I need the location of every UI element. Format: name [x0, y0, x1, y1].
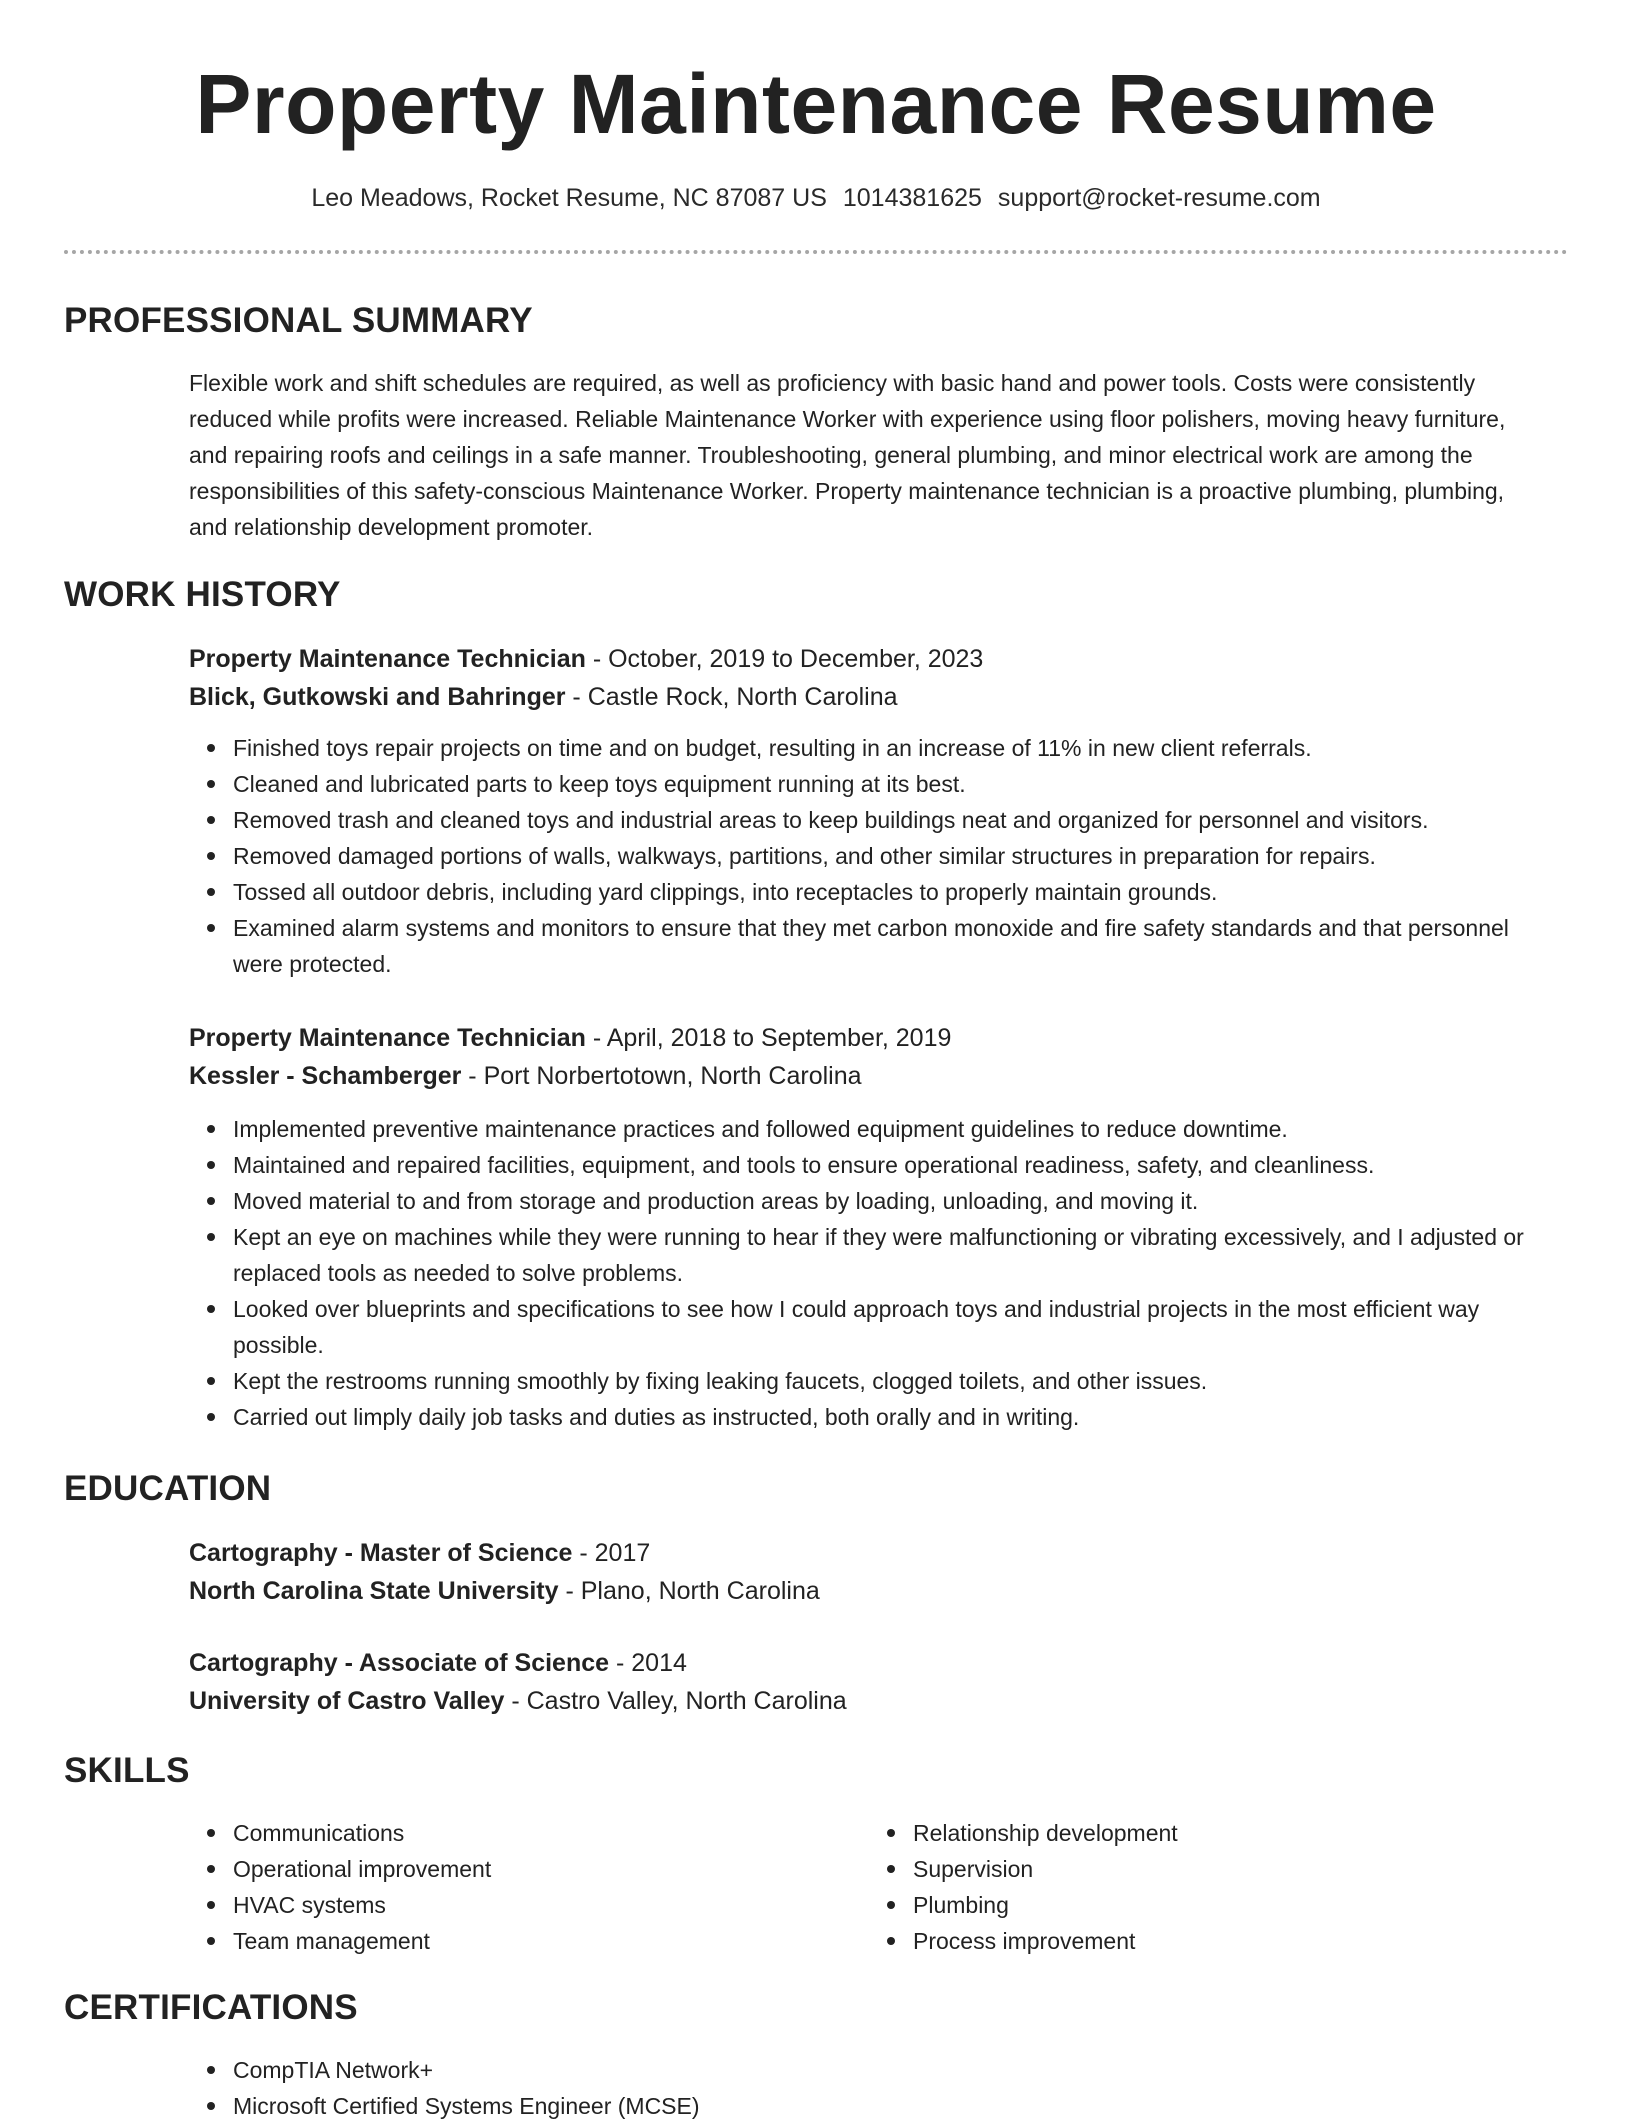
degree-name: Cartography - Associate of Science	[189, 1649, 610, 1677]
skill-item: Supervision	[913, 1851, 1549, 1887]
job-company: Kessler - Schamberger	[189, 1062, 462, 1090]
job-entry	[189, 640, 1549, 982]
certifications-list	[189, 2052, 1549, 2124]
job-location: - Port Norbertotown, North Carolina	[461, 1062, 862, 1090]
school-location: - Plano, North Carolina	[558, 1577, 820, 1605]
job-company-line	[189, 1057, 1549, 1095]
certifications-heading: CERTIFICATIONS	[64, 1988, 358, 2027]
degree-year: - 2017	[572, 1539, 651, 1567]
work-history-heading: WORK HISTORY	[64, 575, 341, 614]
skill-item: Process improvement	[913, 1923, 1549, 1959]
list-item: Tossed all outdoor debris, including yard clippings, into receptacles to properly maintain grounds.	[233, 874, 1549, 910]
job-dates: - April, 2018 to September, 2019	[585, 1024, 952, 1052]
list-item: Maintained and repaired facilities, equipment, and tools to ensure operational readiness, safety, and cleanliness.	[233, 1147, 1549, 1183]
skill-item: HVAC systems	[233, 1887, 869, 1923]
certifications-bullets	[189, 2052, 1549, 2124]
header-divider	[64, 250, 1568, 254]
contact-address: Leo Meadows, Rocket Resume, NC 87087 US	[311, 184, 827, 212]
job-company-line	[189, 678, 1549, 716]
job-company: Blick, Gutkowski and Bahringer	[189, 683, 566, 711]
skills-heading: SKILLS	[64, 1751, 190, 1790]
job-location: - Castle Rock, North Carolina	[565, 683, 898, 711]
list-item: Moved material to and from storage and production areas by loading, unloading, and moving it.	[233, 1183, 1549, 1219]
skill-item: Team management	[233, 1923, 869, 1959]
list-item: Examined alarm systems and monitors to ensure that they met carbon monoxide and fire safety standards and that personnel were protected.	[233, 910, 1549, 982]
job-duties-list	[189, 730, 1549, 982]
summary-heading: PROFESSIONAL SUMMARY	[64, 301, 533, 340]
skill-item: Operational improvement	[233, 1851, 869, 1887]
job-title: Property Maintenance Technician	[189, 1024, 586, 1052]
contact-email[interactable]: support@rocket-resume.com	[997, 184, 1321, 212]
job-entry	[189, 1019, 1549, 1435]
school-location: - Castro Valley, North Carolina	[504, 1687, 847, 1715]
skills-column-left	[189, 1815, 869, 1959]
degree-name: Cartography - Master of Science	[189, 1539, 573, 1567]
skill-item: Relationship development	[913, 1815, 1549, 1851]
list-item: Looked over blueprints and specifications to see how I could approach toys and industrial projects in the most efficient way possible.	[233, 1291, 1549, 1363]
education-entry	[189, 1534, 1549, 1610]
list-item: Cleaned and lubricated parts to keep toys equipment running at its best.	[233, 766, 1549, 802]
certification-item: Microsoft Certified Systems Engineer (MCSE)	[233, 2088, 1549, 2124]
school-name: North Carolina State University	[189, 1577, 559, 1605]
summary-text: Flexible work and shift schedules are required, as well as proficiency with basic hand and power tools. Costs were consistently reduced while profits were increased. Reliable Maintenance Worker with experience using floor polishers, moving heavy furniture, and repairing roofs and ceilings in a safe manner. Troubleshooting, general plumbing, and minor electrical work are among the responsibilities of this safety-conscious Maintenance Worker. Property maintenance technician is a proactive plumbing, plumbing, and relationship development promoter.	[189, 370, 1506, 540]
resume-title: Property Maintenance Resume	[195, 57, 1437, 151]
degree-line	[189, 1644, 1549, 1682]
list-item: Finished toys repair projects on time and on budget, resulting in an increase of 11% in new client referrals.	[233, 730, 1549, 766]
list-item: Removed trash and cleaned toys and industrial areas to keep buildings neat and organized for personnel and visitors.	[233, 802, 1549, 838]
skill-item: Communications	[233, 1815, 869, 1851]
skill-item: Plumbing	[913, 1887, 1549, 1923]
education-heading: EDUCATION	[64, 1469, 272, 1508]
job-duties-list	[189, 1111, 1549, 1435]
contact-line	[0, 180, 1632, 216]
job-title-line	[189, 640, 1549, 678]
certification-item: CompTIA Network+	[233, 2052, 1549, 2088]
skills-list	[189, 1815, 1549, 1959]
contact-phone: 1014381625	[842, 184, 982, 212]
job-title-line	[189, 1019, 1549, 1057]
school-name: University of Castro Valley	[189, 1687, 505, 1715]
degree-year: - 2014	[609, 1649, 687, 1677]
summary-section	[189, 365, 1539, 545]
list-item: Removed damaged portions of walls, walkways, partitions, and other similar structures in preparation for repairs.	[233, 838, 1549, 874]
list-item: Carried out limply daily job tasks and duties as instructed, both orally and in writing.	[233, 1399, 1549, 1435]
list-item: Kept the restrooms running smoothly by fixing leaking faucets, clogged toilets, and other issues.	[233, 1363, 1549, 1399]
skills-column-right	[869, 1815, 1549, 1959]
job-dates: - October, 2019 to December, 2023	[585, 645, 984, 673]
education-entry	[189, 1644, 1549, 1720]
job-title: Property Maintenance Technician	[189, 645, 586, 673]
school-line	[189, 1682, 1549, 1720]
school-line	[189, 1572, 1549, 1610]
list-item: Implemented preventive maintenance practices and followed equipment guidelines to reduce downtime.	[233, 1111, 1549, 1147]
list-item: Kept an eye on machines while they were running to hear if they were malfunctioning or vibrating excessively, and I adjusted or replaced tools as needed to solve problems.	[233, 1219, 1549, 1291]
degree-line	[189, 1534, 1549, 1572]
